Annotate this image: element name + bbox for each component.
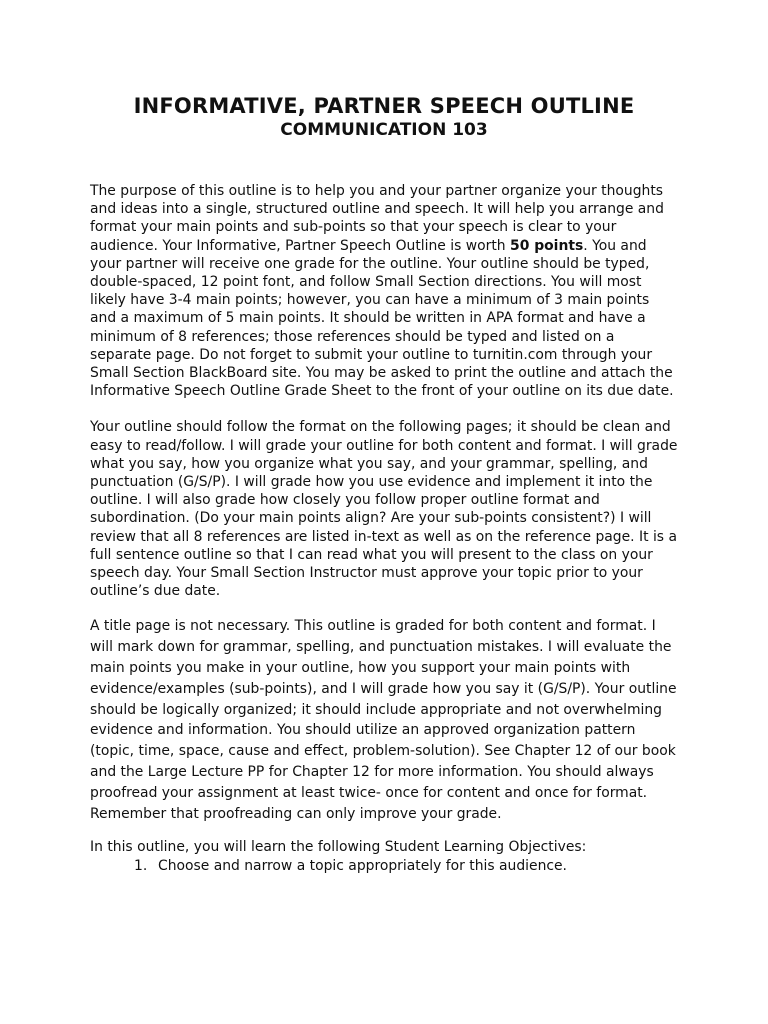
intro-paragraph (90, 182, 678, 400)
document-subtitle: COMMUNICATION 103 (280, 120, 488, 140)
objective-number: 1. (134, 857, 148, 874)
objectives-intro: In this outline, you will learn the following Student Learning Objectives: (90, 839, 587, 856)
intro-text-end: . You and your partner will receive one grade for the outline. Your outline should be typed, double-spaced, 12 point font, and follow Small Section directions. You will most likely have 3-4 main points; however, you can have a minimum of 3 main points and a maximum of 5 main points. It should be written in APA format and have a minimum of 8 references; those references should be typed and listed on a separate page. Do not forget to submit your outline to turnitin.com through your Small Section BlackBoard site. You may be asked to print the outline and attach the Informative Speech Outline Grade Sheet to the front of your outline on its due date. (90, 237, 674, 400)
document-title: INFORMATIVE, PARTNER SPEECH OUTLINE (133, 94, 635, 118)
objective-text: Choose and narrow a topic appropriately for this audience. (158, 857, 567, 874)
intro-text-start: The purpose of this outline is to help you and your partner organize your thoughts and ideas into a single, structured outline and speech. It will help you arrange and format your main points and sub-points so that your speech is clear to your audience. Your Informative, Partner Speech Outline is worth (90, 183, 664, 254)
objectives-list (90, 857, 678, 875)
points-value: 50 points (510, 237, 584, 254)
grading-paragraph: A title page is not necessary. This outline is graded for both content and format. I will mark down for grammar, spelling, and punctuation mistakes. I will evaluate the main points you make in your outline, how you support your main points with evidence/examples (sub-points), and I will grade how you say it (G/S/P). Your outline should be logically organized; it should include appropriate and not overwhelming evidence and information. You should utilize an approved organization pattern (topic, time, space, cause and effect, problem-solution). See Chapter 12 of our book and the Large Lecture PP for Chapter 12 for more information. You should always proofread your assignment at least twice- once for content and once for format. Remember that proofreading can only improve your grade. (90, 618, 677, 822)
list-item (90, 857, 678, 875)
format-paragraph: Your outline should follow the format on the following pages; it should be clean and easy to read/follow. I will grade your outline for both content and format. I will grade what you say, how you organize what you say, and your grammar, spelling, and punctuation (G/S/P). I will grade how you use evidence and implement it into the outline. I will also grade how closely you follow proper outline format and subordination. (Do your main points align? Are your sub-points consistent?) I will review that all 8 references are listed in-text as well as on the reference page. It is a full sentence outline so that I can read what you will present to the class on your speech day. Your Small Section Instructor must approve your topic prior to your outline’s due date. (90, 419, 678, 600)
